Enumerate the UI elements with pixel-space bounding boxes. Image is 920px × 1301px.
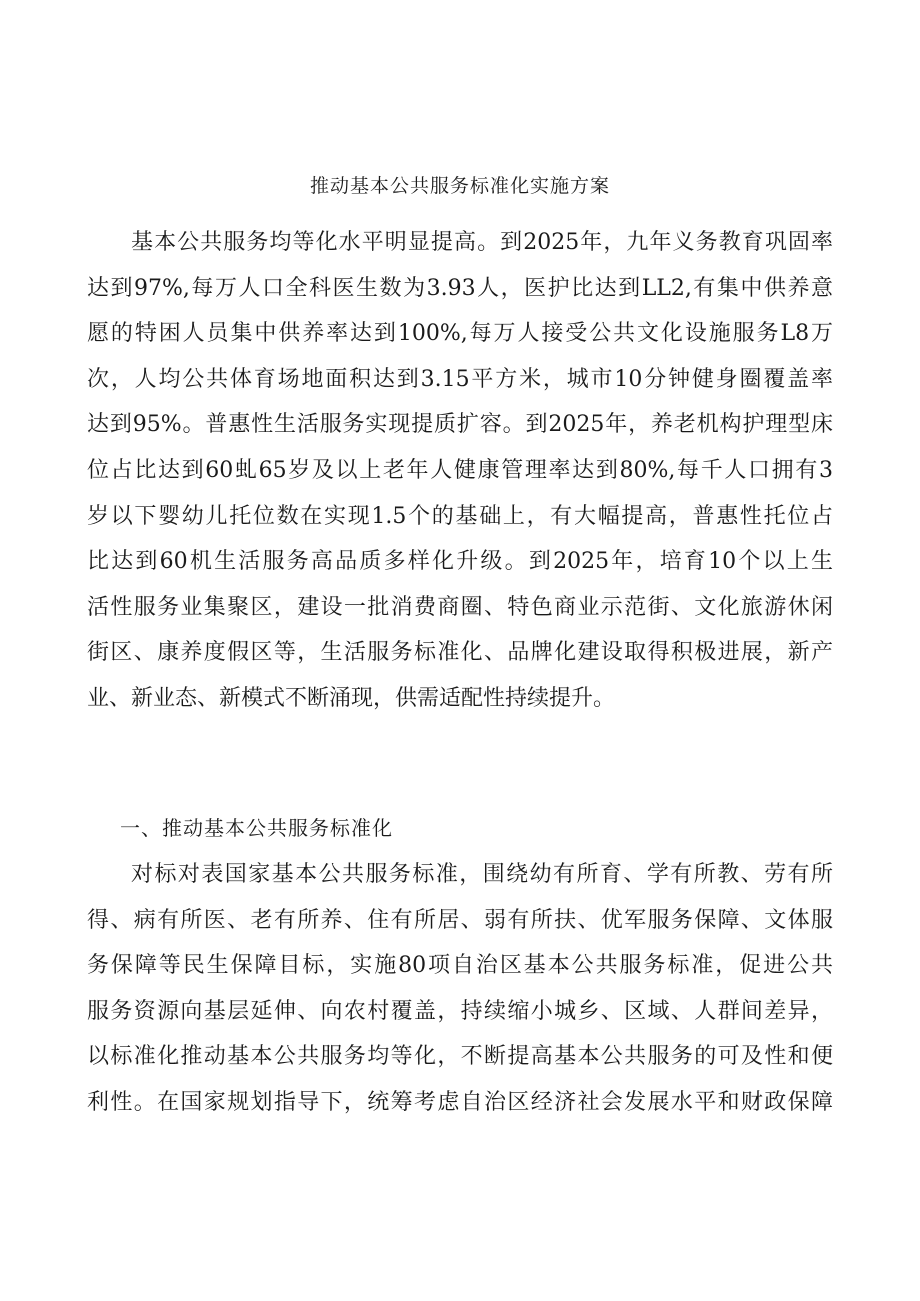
document-title: 推动基本公共服务标准化实施方案 <box>309 175 610 197</box>
paragraph-1-line: 街区、康养度假区等，生活服务标准化、品牌化建设取得积极进展，新产 <box>87 640 833 666</box>
paragraph-1-line: 比达到60机生活服务高品质多样化升级。到2025年，培育10个以上生 <box>87 549 833 575</box>
paragraph-2-line: 服务资源向基层延伸、向农村覆盖，持续缩小城乡、区域、人群间差异， <box>87 998 833 1024</box>
paragraph-1-line: 次，人均公共体育场地面积达到3.15平方米，城市10分钟健身圈覆盖率 <box>87 366 833 392</box>
paragraph-1-line: 基本公共服务均等化水平明显提高。到2025年，九年义务教育巩固率 <box>131 230 833 255</box>
paragraph-1-line: 活性服务业集聚区，建设一批消费商圈、特色商业示范街、文化旅游休闲 <box>87 594 833 620</box>
section-1-heading: 一、推动基本公共服务标准化 <box>120 816 393 840</box>
paragraph-1-line: 岁以下婴幼儿托位数在实现1.5个的基础上，有大幅提高，普惠性托位占 <box>87 503 833 529</box>
paragraph-2-line: 对标对表国家基本公共服务标准，围绕幼有所育、学有所教、劳有所 <box>131 862 833 887</box>
paragraph-2-line: 以标准化推动基本公共服务均等化，不断提高基本公共服务的可及性和便 <box>87 1044 833 1070</box>
paragraph-1-line: 愿的特困人员集中供养率达到100%,每万人接受公共文化设施服务L8万 <box>87 321 833 347</box>
paragraph-1-line: 达到95%。普惠性生活服务实现提质扩容。到2025年，养老机构护理型床 <box>87 412 833 438</box>
paragraph-1-line: 达到97%,每万人口全科医生数为3.93人，医护比达到LL2,有集中供养意 <box>87 275 833 301</box>
paragraph-2-line: 得、病有所医、老有所养、住有所居、弱有所扶、优军服务保障、文体服 <box>87 907 833 933</box>
paragraph-1-line: 业、新业态、新模式不断涌现，供需适配性持续提升。 <box>87 685 616 711</box>
paragraph-2-line: 务保障等民生保障目标，实施80项自治区基本公共服务标准，促进公共 <box>87 953 833 979</box>
paragraph-2-line: 利性。在国家规划指导下，统筹考虑自治区经济社会发展水平和财政保障 <box>87 1089 833 1115</box>
paragraph-2 <box>87 852 833 1126</box>
paragraph-1-line: 位占比达到60虬65岁及以上老年人健康管理率达到80%,每千人口拥有3 <box>87 457 833 483</box>
paragraph-1 <box>87 220 833 722</box>
